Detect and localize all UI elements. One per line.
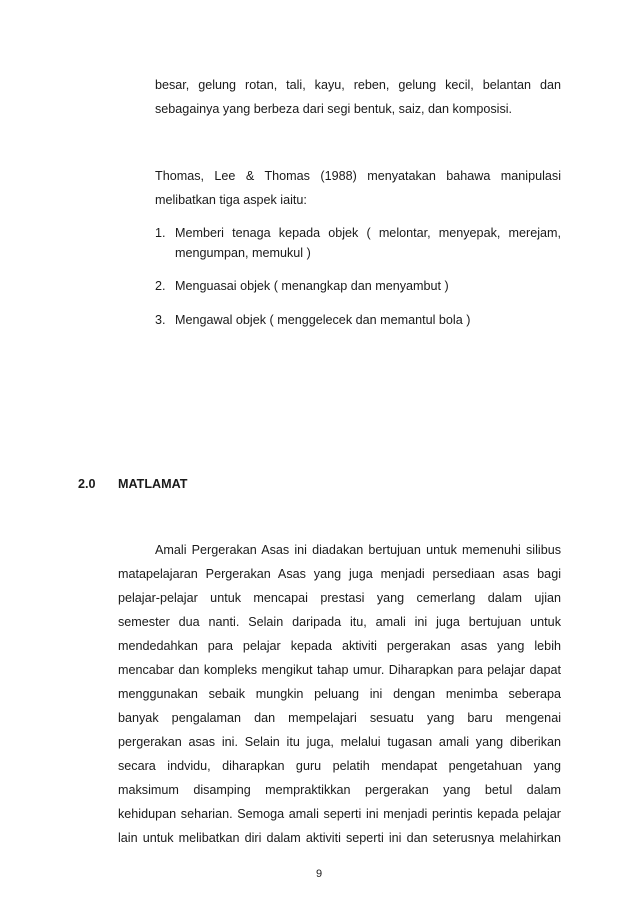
text-line: sebagainya yang berbeza dari segi bentuk, saiz, dan komposisi. [155, 102, 513, 116]
paragraph-line: pelajar-pelajar untuk mencapai prestasi yang cemerlang dalam ujian [118, 591, 561, 605]
paragraph-line: kehidupan seharian. Semoga amali seperti ini menjadi perintis kepada pelajar [118, 807, 561, 821]
list-item-text: Memberi tenaga kepada objek ( melontar, menyepak, merejam, [175, 226, 561, 240]
list-item-number: 2. [155, 279, 166, 293]
paragraph-line: maksimum disamping mempraktikkan pergerakan yang betul dalam [118, 783, 561, 797]
paragraph-line: lain untuk melibatkan diri dalam aktiviti seperti ini dan seterusnya melahirkan [118, 831, 561, 845]
text-line: besar, gelung rotan, tali, kayu, reben, gelung kecil, belantan dan [155, 78, 561, 92]
paragraph-line: Amali Pergerakan Asas ini diadakan bertujuan untuk memenuhi silibus [155, 543, 561, 557]
section-title: MATLAMAT [118, 477, 188, 491]
text-line: melibatkan tiga aspek iaitu: [155, 193, 307, 207]
paragraph-line: mendedahkan para pelajar kepada aktiviti pergerakan asas yang lebih [118, 639, 561, 653]
paragraph-line: matapelajaran Pergerakan Asas yang juga menjadi persediaan asas bagi [118, 567, 561, 581]
list-item-number: 3. [155, 313, 166, 327]
paragraph-line: menggunakan sebaik mungkin peluang ini dengan menimba seberapa [118, 687, 561, 701]
list-item-text: Menguasai objek ( menangkap dan menyambut ) [175, 279, 449, 293]
page-number: 9 [315, 868, 323, 880]
section-number: 2.0 [78, 477, 96, 491]
list-item-text: mengumpan, memukul ) [175, 246, 311, 260]
list-item-number: 1. [155, 226, 166, 240]
text-line: Thomas, Lee & Thomas (1988) menyatakan bahawa manipulasi [155, 169, 561, 183]
paragraph-line: mencabar dan kompleks mengikut tahap umur. Diharapkan para pelajar dapat [118, 663, 561, 677]
list-item-text: Mengawal objek ( menggelecek dan memantul bola ) [175, 313, 471, 327]
paragraph-line: pergerakan asas ini. Selain itu juga, melalui tugasan amali yang diberikan [118, 735, 561, 749]
paragraph-line: secara indvidu, diharapkan guru pelatih mendapat pengetahuan yang [118, 759, 561, 773]
paragraph-line: banyak pengalaman dan mempelajari sesuatu yang baru mengenai [118, 711, 561, 725]
paragraph-line: semester dua nanti. Selain daripada itu, amali ini juga bertujuan untuk [118, 615, 561, 629]
